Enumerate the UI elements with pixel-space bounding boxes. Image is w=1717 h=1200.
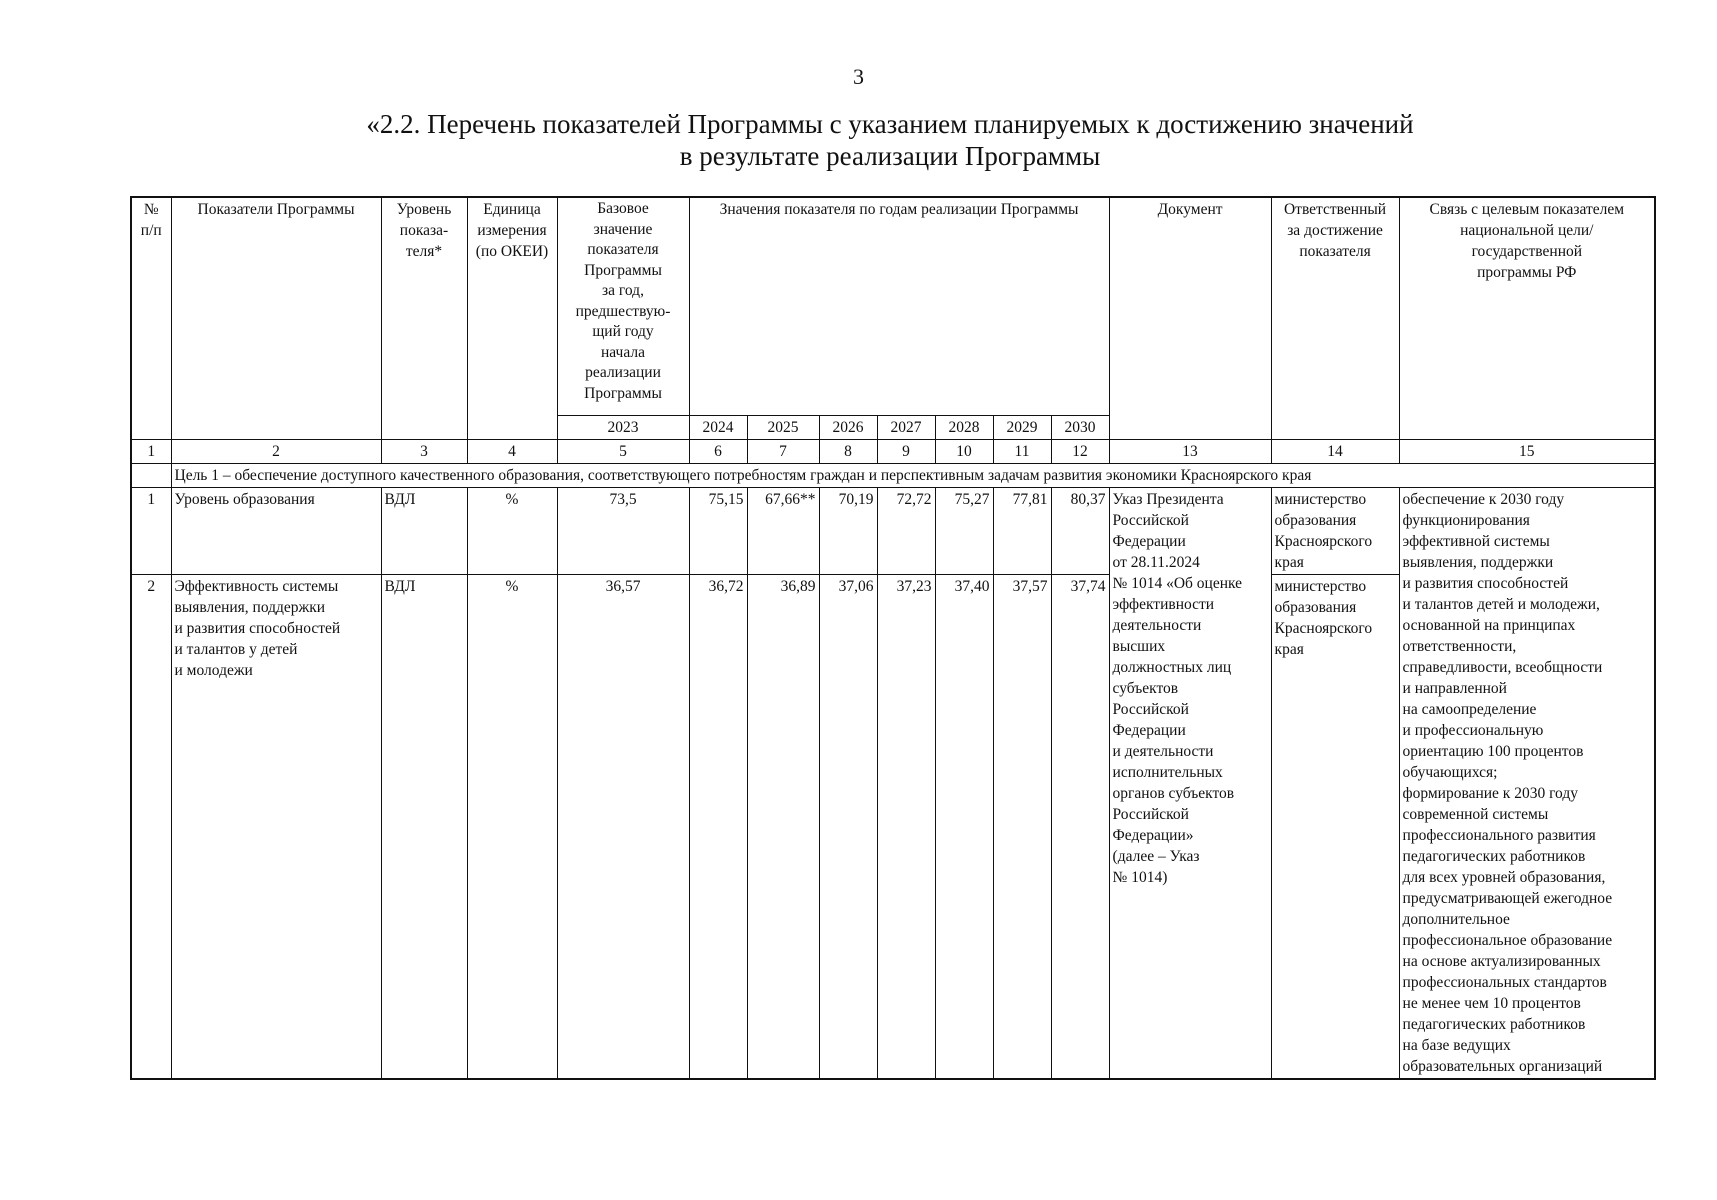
row-responsible: министерство образования Красноярского края bbox=[1271, 574, 1399, 1079]
row-value-2028: 75,27 bbox=[935, 487, 993, 574]
header-link: Связь с целевым показателем национальной цели/ государственной программы РФ bbox=[1399, 197, 1655, 439]
row-value-2027: 72,72 bbox=[877, 487, 935, 574]
row-value-2025: 67,66** bbox=[747, 487, 819, 574]
header-year-2030: 2030 bbox=[1051, 415, 1109, 439]
header-num: № п/п bbox=[131, 197, 171, 439]
row-responsible: министерство образования Красноярского края bbox=[1271, 487, 1399, 574]
header-row bbox=[131, 197, 1655, 415]
header-year-2025: 2025 bbox=[747, 415, 819, 439]
page-number: 3 bbox=[853, 64, 864, 89]
column-number: 2 bbox=[171, 439, 381, 463]
row-value-2026: 70,19 bbox=[819, 487, 877, 574]
row-level: ВДЛ bbox=[381, 487, 467, 574]
row-level: ВДЛ bbox=[381, 574, 467, 1079]
row-value-2026: 37,06 bbox=[819, 574, 877, 1079]
link-cell: обеспечение к 2030 году функционирования эффективной системы выявления, поддержки и развития способностей и талантов детей и молодежи, основанной на принципах ответственности, справедливости, всеобщности и направленной на самоопределение и профессиональную ориентацию 100 процентов обучающихся; формирование к 2030 году современной системы профессионального развития педагогических работников для всех уровней образования, предусматривающей ежегодное дополнительное профессиональное образование на основе актуализированных профессиональных стандартов не менее чем 10 процентов педагогических работников на базе ведущих образовательных организаций bbox=[1399, 487, 1655, 1079]
header-level: Уровень показа- теля* bbox=[381, 197, 467, 439]
row-value-2024: 75,15 bbox=[689, 487, 747, 574]
column-number: 13 bbox=[1109, 439, 1271, 463]
column-number: 6 bbox=[689, 439, 747, 463]
row-base-value: 36,57 bbox=[557, 574, 689, 1079]
header-indicator: Показатели Программы bbox=[171, 197, 381, 439]
title-line-2: в результате реализации Программы bbox=[679, 141, 1101, 171]
column-number: 3 bbox=[381, 439, 467, 463]
row-unit: % bbox=[467, 487, 557, 574]
column-number: 5 bbox=[557, 439, 689, 463]
row-indicator: Уровень образования bbox=[171, 487, 381, 574]
header-base-year: 2023 bbox=[557, 415, 689, 439]
column-number: 11 bbox=[993, 439, 1051, 463]
goal-text: Цель 1 – обеспечение доступного качественного образования, соответствующего потребностям граждан и перспективным задачам развития экономики Красноярского края bbox=[171, 463, 1655, 487]
row-value-2025: 36,89 bbox=[747, 574, 819, 1079]
header-unit: Единица измерения (по ОКЕИ) bbox=[467, 197, 557, 439]
column-number: 12 bbox=[1051, 439, 1109, 463]
header-responsible: Ответственный за достижение показателя bbox=[1271, 197, 1399, 439]
goal-row bbox=[131, 463, 1655, 487]
column-number: 8 bbox=[819, 439, 877, 463]
header-base: Базовое значение показателя Программы за год, предшествую- щий году начала реализации Программы bbox=[557, 197, 689, 415]
header-years-group: Значения показателя по годам реализации Программы bbox=[689, 197, 1109, 415]
column-number: 9 bbox=[877, 439, 935, 463]
column-number: 14 bbox=[1271, 439, 1399, 463]
row-indicator: Эффективность системы выявления, поддержки и развития способностей и талантов у детей и молодежи bbox=[171, 574, 381, 1079]
goal-row-num-cell bbox=[131, 463, 171, 487]
row-value-2029: 77,81 bbox=[993, 487, 1051, 574]
row-value-2030: 80,37 bbox=[1051, 487, 1109, 574]
row-unit: % bbox=[467, 574, 557, 1079]
row-value-2024: 36,72 bbox=[689, 574, 747, 1079]
table-row bbox=[131, 487, 1655, 574]
header-year-2026: 2026 bbox=[819, 415, 877, 439]
header-document: Документ bbox=[1109, 197, 1271, 439]
row-value-2029: 37,57 bbox=[993, 574, 1051, 1079]
column-number: 10 bbox=[935, 439, 993, 463]
column-number: 1 bbox=[131, 439, 171, 463]
row-value-2030: 37,74 bbox=[1051, 574, 1109, 1079]
indicators-table bbox=[130, 196, 1656, 1080]
row-num: 2 bbox=[131, 574, 171, 1079]
row-value-2028: 37,40 bbox=[935, 574, 993, 1079]
column-numbers-row bbox=[131, 439, 1655, 463]
header-year-2028: 2028 bbox=[935, 415, 993, 439]
column-number: 4 bbox=[467, 439, 557, 463]
row-value-2027: 37,23 bbox=[877, 574, 935, 1079]
document-cell: Указ Президента Российской Федерации от 28.11.2024 № 1014 «Об оценке эффективности деятельности высших должностных лиц субъектов Российской Федерации и деятельности исполнительных органов субъектов Российской Федерации» (далее – Указ № 1014) bbox=[1109, 487, 1271, 1079]
row-num: 1 bbox=[131, 487, 171, 574]
column-number: 15 bbox=[1399, 439, 1655, 463]
header-year-2024: 2024 bbox=[689, 415, 747, 439]
row-base-value: 73,5 bbox=[557, 487, 689, 574]
document-title bbox=[260, 108, 1520, 172]
column-number: 7 bbox=[747, 439, 819, 463]
header-year-2029: 2029 bbox=[993, 415, 1051, 439]
title-line-1: «2.2. Перечень показателей Программы с указанием планируемых к достижению значений bbox=[366, 109, 1414, 139]
header-year-2027: 2027 bbox=[877, 415, 935, 439]
